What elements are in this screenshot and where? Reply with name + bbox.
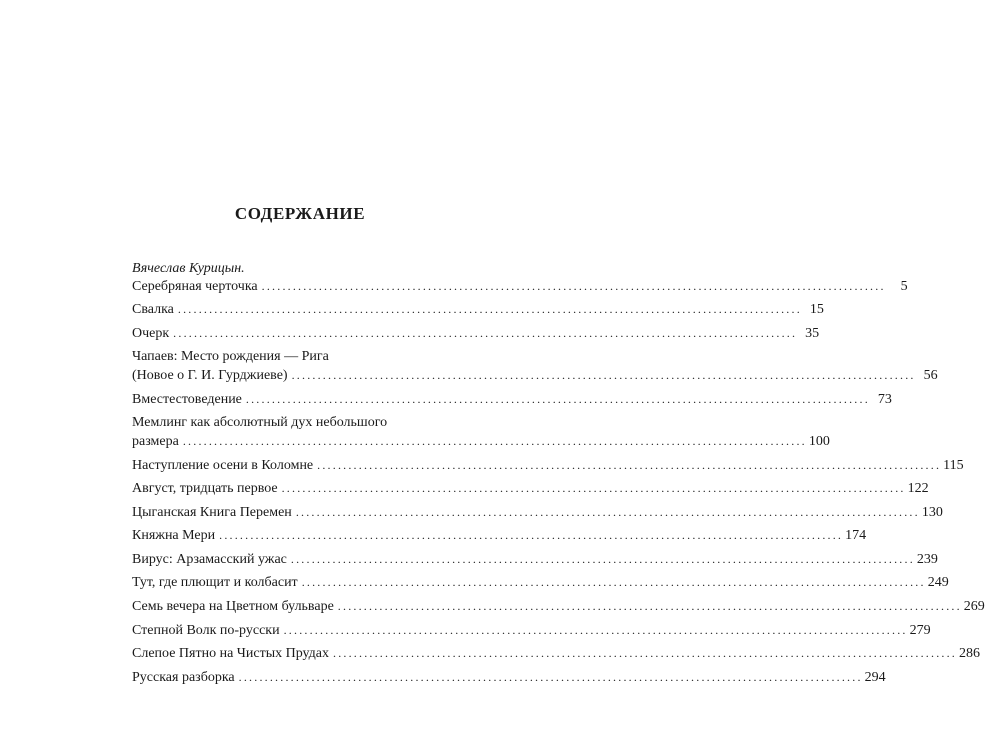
dot-leader: ........................................................................................................................ <box>173 326 798 340</box>
page-title: СОДЕРЖАНИЕ <box>234 204 366 223</box>
toc-entry-title: размера <box>132 434 179 449</box>
toc-entry <box>132 324 820 343</box>
toc-entry <box>132 277 908 296</box>
table-of-contents <box>132 277 985 687</box>
toc-entry-title: Цыганская Книга Перемен <box>132 505 292 520</box>
toc-page-number: 286 <box>959 646 980 661</box>
dot-leader: ........................................................................................................................ <box>291 368 916 382</box>
toc-entry <box>132 479 929 498</box>
toc-page-number: 249 <box>927 575 949 590</box>
toc-entry-title: Семь вечера на Цветном бульваре <box>132 599 334 614</box>
toc-entry <box>132 414 830 451</box>
toc-entry <box>132 348 938 385</box>
dot-leader: ........................................................................................................................ <box>283 623 908 637</box>
dot-leader: ........................................................................................................................ <box>295 505 920 519</box>
dot-leader: ........................................................................................................................ <box>333 646 957 660</box>
dot-leader: ........................................................................................................................ <box>261 279 886 293</box>
toc-entry <box>132 550 938 569</box>
author-name: Вячеслав Курицын. <box>132 261 245 276</box>
dot-leader: ........................................................................................................................ <box>301 575 926 589</box>
toc-entry-title: Тут, где плющит и колбасит <box>132 575 298 590</box>
toc-page-number: 279 <box>909 623 931 638</box>
toc-entry-title: Август, тридцать первое <box>132 481 278 496</box>
toc-entry <box>132 300 824 319</box>
toc-entry-title: Серебряная черточка <box>132 279 258 294</box>
dot-leader: ........................................................................................................................ <box>245 392 870 406</box>
toc-entry-title: Русская разборка <box>132 670 235 685</box>
toc-entry-title: Вместестоведение <box>132 392 242 407</box>
dot-leader: ........................................................................................................................ <box>182 434 807 448</box>
dot-leader: ........................................................................................................................ <box>317 458 942 472</box>
toc-page-number: 294 <box>864 670 886 685</box>
toc-entry-title: Чапаев: Место рождения — Рига <box>132 349 329 364</box>
toc-entry <box>132 573 949 592</box>
toc-entry <box>132 621 931 640</box>
dot-leader: ........................................................................................................................ <box>238 670 863 684</box>
toc-page-number: 35 <box>805 326 820 341</box>
dot-leader: ........................................................................................................................ <box>177 302 802 316</box>
toc-page-number: 100 <box>808 434 830 449</box>
toc-page-number: 174 <box>845 528 867 543</box>
toc-page-number: 73 <box>877 392 892 407</box>
dot-leader: ........................................................................................................................ <box>337 599 962 613</box>
toc-entry-title: Степной Волк по-русски <box>132 623 280 638</box>
toc-entry <box>132 668 886 687</box>
toc-page-number: 122 <box>907 481 929 496</box>
toc-page-number: 115 <box>943 458 964 473</box>
toc-entry-title: (Новое о Г. И. Гурджиеве) <box>132 368 288 383</box>
toc-entry-title: Княжна Мери <box>132 528 216 543</box>
toc-page-number: 269 <box>963 599 985 614</box>
toc-entry <box>132 597 985 616</box>
toc-page-number: 5 <box>900 279 908 294</box>
toc-entry-title: Мемлинг как абсолютный дух небольшого <box>132 415 388 430</box>
toc-entry-title: Очерк <box>132 326 170 341</box>
toc-entry <box>132 644 980 663</box>
dot-leader: ........................................................................................................................ <box>290 552 915 566</box>
toc-entry <box>132 456 964 475</box>
toc-page-number: 239 <box>916 552 938 567</box>
toc-entry <box>132 503 943 522</box>
toc-entry <box>132 526 867 545</box>
toc-entry-title: Слепое Пятно на Чистых Прудах <box>132 646 329 661</box>
toc-entry <box>132 390 892 409</box>
toc-entry-title: Наступление осени в Коломне <box>132 458 314 473</box>
toc-page-number: 130 <box>921 505 943 520</box>
toc-entry-title: Вирус: Арзамасский ужас <box>132 552 287 567</box>
dot-leader: ........................................................................................................................ <box>281 481 906 495</box>
toc-page-number: 56 <box>923 368 938 383</box>
dot-leader: ........................................................................................................................ <box>219 528 844 542</box>
toc-page-number: 15 <box>809 302 824 317</box>
toc-entry-title: Свалка <box>132 302 174 317</box>
